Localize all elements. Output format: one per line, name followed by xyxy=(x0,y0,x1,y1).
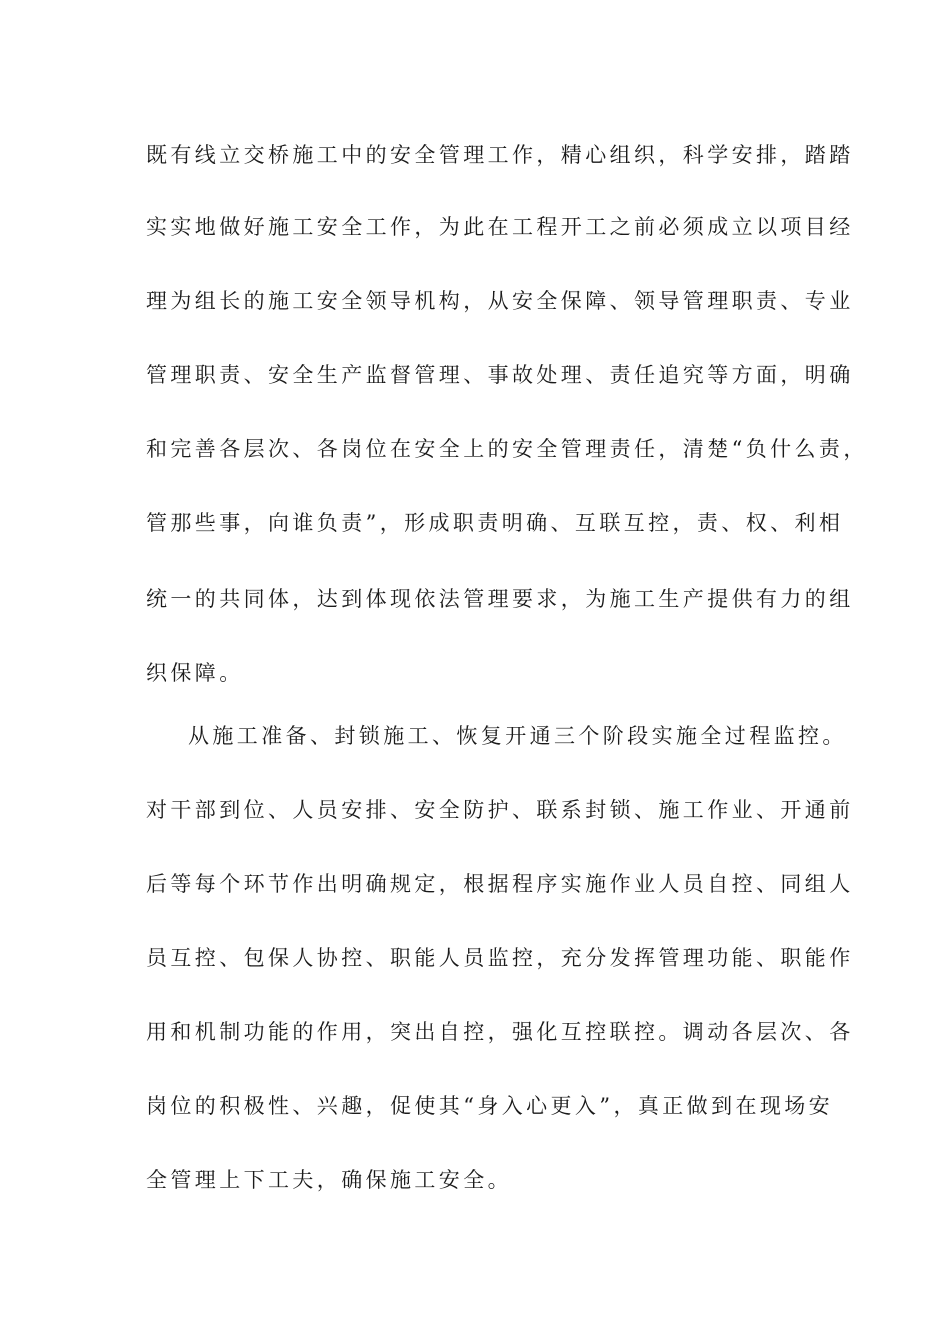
text-line: 岗位的积极性、兴趣，促使其“身入心更入”，真正做到在现场安 xyxy=(146,1094,834,1118)
text-line: 理为组长的施工安全领导机构，从安全保障、领导管理职责、专业 xyxy=(146,289,854,313)
text-line: 管理职责、安全生产监督管理、事故处理、责任追究等方面，明确 xyxy=(146,363,854,387)
text-line: 对干部到位、人员安排、安全防护、联系封锁、施工作业、开通前 xyxy=(146,798,854,822)
text-line: 从施工准备、封锁施工、恢复开通三个阶段实施全过程监控。 xyxy=(188,724,847,748)
text-line: 后等每个环节作出明确规定，根据程序实施作业人员自控、同组人 xyxy=(146,872,854,896)
text-line: 用和机制功能的作用，突出自控，强化互控联控。调动各层次、各 xyxy=(146,1020,854,1044)
text-line: 织保障。 xyxy=(146,661,244,685)
text-line: 和完善各层次、各岗位在安全上的安全管理责任，清楚“负什么责， xyxy=(146,437,868,461)
text-line: 管那些事，向谁负责”，形成职责明确、互联互控，责、权、利相 xyxy=(146,511,844,535)
text-line: 既有线立交桥施工中的安全管理工作，精心组织，科学安排，踏踏 xyxy=(146,143,854,167)
text-line: 实实地做好施工安全工作，为此在工程开工之前必须成立以项目经 xyxy=(146,215,854,239)
text-line: 员互控、包保人协控、职能人员监控，充分发挥管理功能、职能作 xyxy=(146,946,854,970)
text-line: 全管理上下工夫，确保施工安全。 xyxy=(146,1168,512,1192)
text-line: 统一的共同体，达到体现依法管理要求，为施工生产提供有力的组 xyxy=(146,587,854,611)
